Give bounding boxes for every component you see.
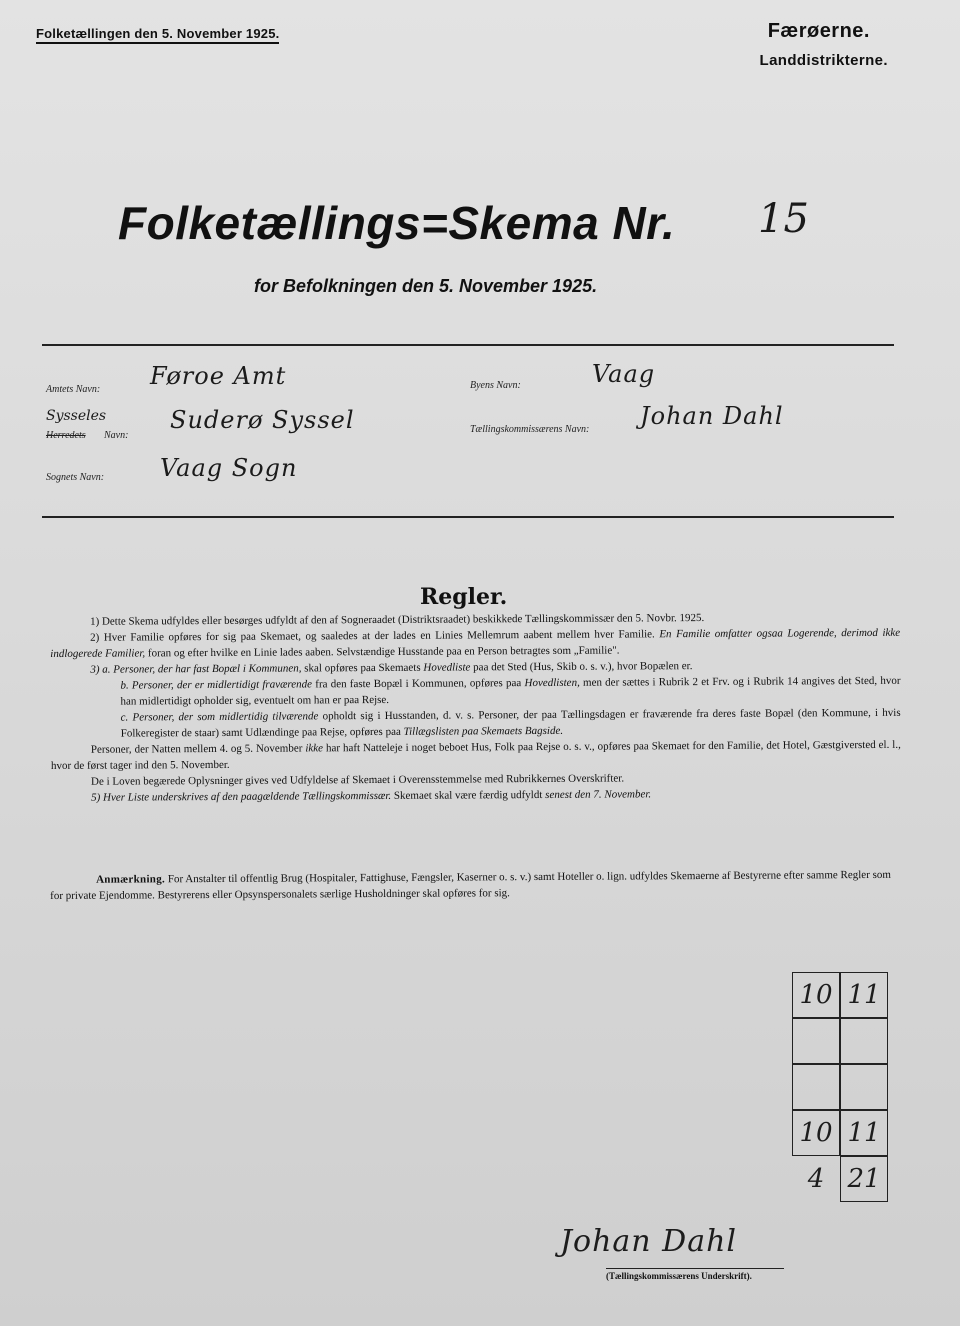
tally-cell [792, 1064, 840, 1110]
census-header-title: Folketællingen den 5. November 1925. [36, 26, 279, 44]
rule-5: De i Loven begærede Oplysninger gives ved Udfyldelse af Skemaet i Overensstemmelse med Rubrikkernes Overskrifter. [90, 772, 625, 788]
signature-handwritten: Johan Dahl [560, 1224, 738, 1259]
herred-label-struck: Herredets [46, 430, 86, 441]
form-title: Folketællings=Skema Nr. [118, 197, 676, 249]
tally-cell [792, 1018, 840, 1064]
signature-caption: (Tællingskommissærens Underskrift). [606, 1268, 784, 1281]
remark-text: For Anstalter til offentlig Brug (Hospitaler, Fattighuse, Fængsler, Kaserner o. s. v.) samt Hoteller o. lign. udfyldes Skemaerne af Bestyrerne efter samme Regler som for private Ejendomme. Bestyrerens eller Opsynspersonalets særlige Husholdninger skal opføres for sig. [50, 868, 891, 902]
sogn-value-handwritten: Vaag Sogn [160, 454, 298, 482]
district-type-label: Landdistrikterne. [759, 52, 888, 69]
amt-value-handwritten: Føroe Amt [150, 362, 287, 390]
top-divider [42, 344, 894, 346]
tally-cell: 10 [792, 972, 840, 1018]
rule-3a: 3) a. Personer, der har fast Bopæl i Kommunen, skal opføres paa Skemaets Hovedliste paa det Sted (Hus, Skib o. s. v.), hvor Bopælen er. [90, 660, 693, 676]
rule-2: 2) Hver Familie opføres for sig paa Skemaet, og saaledes at der lades en Linies Mellemrum aabent mellem hver Familie. En Familie omfatter ogsaa Logerende, derimod ikke indlogerede Familier, foran og efter hvilke en Linie lades aaben. Selvstændige Husstande paa en Person betragtes som „Familie". [50, 626, 901, 660]
amt-label: Amtets Navn: [46, 384, 101, 395]
tally-cell [840, 1018, 888, 1064]
by-value-handwritten: Vaag [592, 360, 656, 388]
tally-total-cell: 4 [807, 1164, 825, 1194]
tally-total-cell: 21 [840, 1156, 888, 1202]
kommissaer-label: Tællingskommissærens Navn: [470, 424, 590, 435]
herred-label-handwritten: Sysseles [46, 408, 107, 424]
tally-cell: 10 [792, 1110, 840, 1156]
remark-note [50, 867, 902, 904]
herred-label-suffix: Navn: [104, 430, 129, 441]
rule-4: Personer, der Natten mellem 4. og 5. November ikke har haft Natteleje i noget beboet Hus, Folk paa Rejse o. s. v., opføres paa Skemaet for den Familie, det Hotel, Gæstgiversted el. l., hvor de først tager ind den 5. November. [50, 738, 901, 772]
sogn-label: Sognets Navn: [46, 472, 105, 483]
rule-3c: c. Personer, der som midlertidig tilværende opholdt sig i Husstanden, d. v. s. Personer, der paa Tællingsdagen er fraværende fra deres faste Bopæl (den Kommune, i hvis Folkeregister de staar) samt Udlændinge paa Rejse, opføres paa Tillægslisten paa Skemaets Bagside. [120, 706, 901, 740]
region-label: Færøerne. [767, 20, 870, 42]
bottom-divider [42, 516, 894, 518]
form-number-handwritten: 15 [758, 196, 809, 242]
tally-cell [840, 1064, 888, 1110]
tally-box [792, 972, 888, 1196]
rules-text [50, 609, 901, 806]
remark-label: Anmærkning. [96, 873, 166, 886]
tally-cell: 11 [840, 972, 888, 1018]
kommissaer-value-handwritten: Johan Dahl [640, 402, 784, 430]
rule-6: 5) Hver Liste underskrives af den paagældende Tællingskommissær. Skemaet skal være færdig udfyldt senest den 7. November. [91, 788, 652, 804]
tally-cell: 11 [840, 1110, 888, 1156]
rules-heading: Regler. [420, 584, 508, 610]
rule-3b: b. Personer, der er midlertidigt fraværende fra den faste Bopæl i Kommunen, opføres paa Hovedlisten, men der sættes i Rubrik 2 et Frv. og i Rubrik 14 angives det Sted, hvor han midlertidigt opholder sig, eventuelt om han er paa Rejse. [120, 674, 901, 708]
rule-1: 1) Dette Skema udfyldes eller besørges udfyldt af den af Sogneraadet (Distriktsraadet) beskikkede Tællingskommissær den 5. Novbr. 1925. [90, 612, 705, 628]
by-label: Byens Navn: [470, 380, 521, 391]
herred-value-handwritten: Suderø Syssel [170, 406, 355, 434]
form-subtitle: for Befolkningen den 5. November 1925. [254, 276, 598, 296]
